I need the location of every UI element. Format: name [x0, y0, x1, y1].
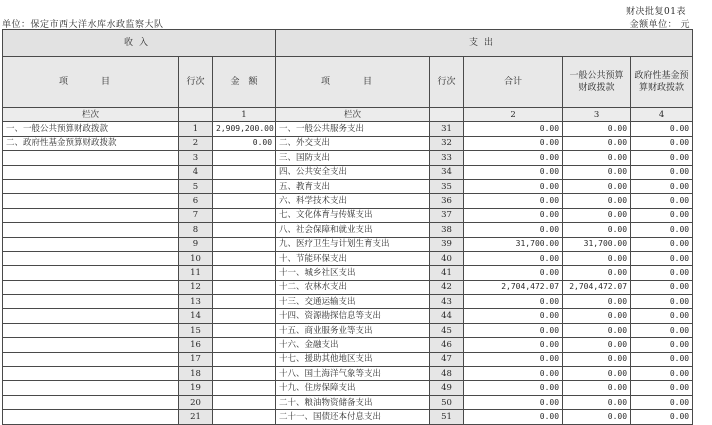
expense-item-cell: 七、文化体育与传媒支出 [276, 208, 430, 222]
expense-item-cell: 三、国防支出 [276, 151, 430, 165]
expense-row-no-cell: 33 [430, 151, 464, 165]
general-budget-cell: 0.00 [563, 136, 631, 150]
income-item-cell [3, 352, 179, 366]
gov-fund-cell: 0.00 [631, 367, 693, 381]
income-item-cell [3, 280, 179, 294]
income-amount-cell [213, 151, 276, 165]
income-item-cell [3, 381, 179, 395]
general-budget-cell: 0.00 [563, 367, 631, 381]
expense-item-cell: 十三、交通运输支出 [276, 295, 430, 309]
expense-row-no-cell: 41 [430, 266, 464, 280]
income-row-no-cell: 1 [179, 122, 213, 136]
table-row [3, 237, 693, 251]
total-cell: 0.00 [464, 309, 563, 323]
expense-row-no-cell: 44 [430, 309, 464, 323]
general-budget-cell: 0.00 [563, 338, 631, 352]
general-budget-cell: 2,704,472.07 [563, 280, 631, 294]
expense-item-cell: 十八、国土海洋气象等支出 [276, 367, 430, 381]
expense-item-cell: 四、公共安全支出 [276, 165, 430, 179]
income-item-cell [3, 208, 179, 222]
total-cell: 0.00 [464, 179, 563, 193]
amount-unit: 金额单位： 元 [629, 20, 690, 30]
gov-fund-cell: 0.00 [631, 395, 693, 409]
col-expense-item: 项 目 [276, 57, 430, 108]
income-row-no-cell: 2 [179, 136, 213, 150]
index-col-1: 1 [213, 108, 276, 122]
income-amount-cell [213, 179, 276, 193]
gov-fund-cell: 0.00 [631, 381, 693, 395]
general-budget-cell: 0.00 [563, 223, 631, 237]
gov-fund-cell: 0.00 [631, 352, 693, 366]
col-expense-row-no: 行次 [430, 57, 464, 108]
col-income-row-no: 行次 [179, 57, 213, 108]
income-row-no-cell: 3 [179, 151, 213, 165]
expense-item-cell: 八、社会保障和就业支出 [276, 223, 430, 237]
table-row [3, 251, 693, 265]
income-item-cell [3, 295, 179, 309]
gov-fund-cell: 0.00 [631, 194, 693, 208]
income-item-cell [3, 151, 179, 165]
expense-row-no-cell: 49 [430, 381, 464, 395]
income-row-no-cell: 14 [179, 309, 213, 323]
income-item-cell [3, 323, 179, 337]
gov-fund-cell: 0.00 [631, 151, 693, 165]
income-amount-cell [213, 266, 276, 280]
col-income-amount: 金 额 [213, 57, 276, 108]
general-budget-cell: 0.00 [563, 381, 631, 395]
table-row [3, 266, 693, 280]
gov-fund-cell: 0.00 [631, 309, 693, 323]
table-row [3, 151, 693, 165]
gov-fund-cell: 0.00 [631, 122, 693, 136]
col-gov-fund: 政府性基金预算财政拨款 [631, 57, 693, 108]
income-item-cell [3, 194, 179, 208]
expense-row-no-cell: 48 [430, 367, 464, 381]
table-row [3, 381, 693, 395]
gov-fund-cell: 0.00 [631, 338, 693, 352]
income-item-cell [3, 338, 179, 352]
table-row [3, 208, 693, 222]
income-amount-cell [213, 395, 276, 409]
expense-item-cell: 六、科学技术支出 [276, 194, 430, 208]
expense-row-no-cell: 36 [430, 194, 464, 208]
total-cell: 0.00 [464, 194, 563, 208]
expense-row-no-cell: 51 [430, 410, 464, 424]
expense-row-no-cell: 37 [430, 208, 464, 222]
index-col-2: 2 [464, 108, 563, 122]
general-budget-cell: 0.00 [563, 309, 631, 323]
expense-row-no-cell: 39 [430, 237, 464, 251]
total-cell: 0.00 [464, 367, 563, 381]
index-label-right: 栏次 [276, 108, 430, 122]
income-amount-cell [213, 251, 276, 265]
expense-row-no-cell: 50 [430, 395, 464, 409]
general-budget-cell: 0.00 [563, 266, 631, 280]
index-col-3: 3 [563, 108, 631, 122]
income-row-no-cell: 4 [179, 165, 213, 179]
income-amount-cell [213, 194, 276, 208]
income-row-no-cell: 17 [179, 352, 213, 366]
expense-row-no-cell: 45 [430, 323, 464, 337]
expense-row-no-cell: 32 [430, 136, 464, 150]
general-budget-cell: 0.00 [563, 165, 631, 179]
income-item-cell [3, 237, 179, 251]
total-cell: 0.00 [464, 151, 563, 165]
expense-item-cell: 十九、住房保障支出 [276, 381, 430, 395]
total-cell: 0.00 [464, 323, 563, 337]
general-budget-cell: 0.00 [563, 410, 631, 424]
expense-item-cell: 一、一般公共服务支出 [276, 122, 430, 136]
table-row [3, 352, 693, 366]
table-row [3, 223, 693, 237]
gov-fund-cell: 0.00 [631, 266, 693, 280]
income-item-cell: 二、政府性基金预算财政拨款 [3, 136, 179, 150]
table-row [3, 179, 693, 193]
income-row-no-cell: 16 [179, 338, 213, 352]
general-budget-cell: 0.00 [563, 151, 631, 165]
gov-fund-cell: 0.00 [631, 295, 693, 309]
expense-row-no-cell: 38 [430, 223, 464, 237]
income-item-cell [3, 395, 179, 409]
table-row [3, 395, 693, 409]
income-amount-cell [213, 208, 276, 222]
gov-fund-cell: 0.00 [631, 223, 693, 237]
income-item-cell [3, 309, 179, 323]
expense-item-cell: 五、教育支出 [276, 179, 430, 193]
income-row-no-cell: 19 [179, 381, 213, 395]
table-row [3, 136, 693, 150]
income-row-no-cell: 12 [179, 280, 213, 294]
expense-row-no-cell: 31 [430, 122, 464, 136]
general-budget-cell: 0.00 [563, 395, 631, 409]
index-blank [179, 108, 213, 122]
income-item-cell: 一、一般公共预算财政拨款 [3, 122, 179, 136]
income-amount-cell [213, 165, 276, 179]
expense-item-cell: 十五、商业服务业等支出 [276, 323, 430, 337]
expense-row-no-cell: 42 [430, 280, 464, 294]
general-budget-cell: 0.00 [563, 194, 631, 208]
table-row [3, 323, 693, 337]
income-amount-cell [213, 223, 276, 237]
final-accounts-table [2, 29, 693, 425]
general-budget-cell: 31,700.00 [563, 237, 631, 251]
income-row-no-cell: 8 [179, 223, 213, 237]
expense-row-no-cell: 47 [430, 352, 464, 366]
total-cell: 0.00 [464, 165, 563, 179]
general-budget-cell: 0.00 [563, 122, 631, 136]
total-cell: 0.00 [464, 410, 563, 424]
total-cell: 0.00 [464, 381, 563, 395]
income-row-no-cell: 11 [179, 266, 213, 280]
gov-fund-cell: 0.00 [631, 280, 693, 294]
income-item-cell [3, 251, 179, 265]
col-total: 合计 [464, 57, 563, 108]
income-amount-cell [213, 323, 276, 337]
expense-group-header: 支出 [276, 30, 693, 57]
total-cell: 0.00 [464, 251, 563, 265]
table-row [3, 194, 693, 208]
income-item-cell [3, 223, 179, 237]
index-label-left: 栏次 [3, 108, 179, 122]
table-row [3, 309, 693, 323]
total-cell: 0.00 [464, 122, 563, 136]
total-cell: 0.00 [464, 338, 563, 352]
income-row-no-cell: 6 [179, 194, 213, 208]
table-row [3, 295, 693, 309]
expense-item-cell: 九、医疗卫生与计划生育支出 [276, 237, 430, 251]
general-budget-cell: 0.00 [563, 179, 631, 193]
income-amount-cell [213, 237, 276, 251]
column-header-row [3, 57, 693, 108]
table-row [3, 280, 693, 294]
income-group-header: 收入 [3, 30, 276, 57]
income-row-no-cell: 18 [179, 367, 213, 381]
expense-item-cell: 十二、农林水支出 [276, 280, 430, 294]
total-cell: 31,700.00 [464, 237, 563, 251]
col-income-item: 项 目 [3, 57, 179, 108]
table-row [3, 367, 693, 381]
gov-fund-cell: 0.00 [631, 410, 693, 424]
income-item-cell [3, 179, 179, 193]
income-row-no-cell: 21 [179, 410, 213, 424]
income-item-cell [3, 165, 179, 179]
total-cell: 2,704,472.07 [464, 280, 563, 294]
general-budget-cell: 0.00 [563, 352, 631, 366]
income-row-no-cell: 5 [179, 179, 213, 193]
index-col-4: 4 [631, 108, 693, 122]
col-general-budget: 一般公共预算财政拨款 [563, 57, 631, 108]
income-amount-cell [213, 309, 276, 323]
general-budget-cell: 0.00 [563, 295, 631, 309]
column-index-row [3, 108, 693, 122]
income-amount-cell: 0.00 [213, 136, 276, 150]
gov-fund-cell: 0.00 [631, 165, 693, 179]
income-amount-cell [213, 295, 276, 309]
income-item-cell [3, 266, 179, 280]
income-item-cell [3, 367, 179, 381]
table-row [3, 122, 693, 136]
expense-item-cell: 二、外交支出 [276, 136, 430, 150]
general-budget-cell: 0.00 [563, 208, 631, 222]
total-cell: 0.00 [464, 395, 563, 409]
expense-row-no-cell: 40 [430, 251, 464, 265]
income-amount-cell [213, 352, 276, 366]
expense-item-cell: 十、节能环保支出 [276, 251, 430, 265]
general-budget-cell: 0.00 [563, 323, 631, 337]
gov-fund-cell: 0.00 [631, 237, 693, 251]
expense-row-no-cell: 35 [430, 179, 464, 193]
form-code: 财决批复01表 [626, 7, 686, 17]
total-cell: 0.00 [464, 352, 563, 366]
general-budget-cell: 0.00 [563, 251, 631, 265]
income-row-no-cell: 7 [179, 208, 213, 222]
group-header-row [3, 30, 693, 57]
gov-fund-cell: 0.00 [631, 208, 693, 222]
income-amount-cell [213, 338, 276, 352]
reporting-unit: 单位：保定市西大洋水库水政监察大队 [2, 20, 164, 30]
total-cell: 0.00 [464, 295, 563, 309]
expense-row-no-cell: 46 [430, 338, 464, 352]
gov-fund-cell: 0.00 [631, 179, 693, 193]
income-amount-cell [213, 381, 276, 395]
gov-fund-cell: 0.00 [631, 136, 693, 150]
expense-item-cell: 十六、金融支出 [276, 338, 430, 352]
income-row-no-cell: 10 [179, 251, 213, 265]
table-row [3, 338, 693, 352]
index-blank-right [430, 108, 464, 122]
total-cell: 0.00 [464, 208, 563, 222]
income-amount-cell [213, 280, 276, 294]
total-cell: 0.00 [464, 223, 563, 237]
table-row [3, 165, 693, 179]
expense-row-no-cell: 43 [430, 295, 464, 309]
expense-item-cell: 二十一、国债还本付息支出 [276, 410, 430, 424]
gov-fund-cell: 0.00 [631, 251, 693, 265]
total-cell: 0.00 [464, 136, 563, 150]
expense-item-cell: 十七、援助其他地区支出 [276, 352, 430, 366]
income-row-no-cell: 20 [179, 395, 213, 409]
expense-item-cell: 十四、资源勘探信息等支出 [276, 309, 430, 323]
expense-item-cell: 十一、城乡社区支出 [276, 266, 430, 280]
total-cell: 0.00 [464, 266, 563, 280]
expense-item-cell: 二十、粮油物资储备支出 [276, 395, 430, 409]
gov-fund-cell: 0.00 [631, 323, 693, 337]
income-row-no-cell: 13 [179, 295, 213, 309]
income-row-no-cell: 9 [179, 237, 213, 251]
income-amount-cell [213, 367, 276, 381]
expense-row-no-cell: 34 [430, 165, 464, 179]
income-row-no-cell: 15 [179, 323, 213, 337]
income-amount-cell: 2,909,200.00 [213, 122, 276, 136]
